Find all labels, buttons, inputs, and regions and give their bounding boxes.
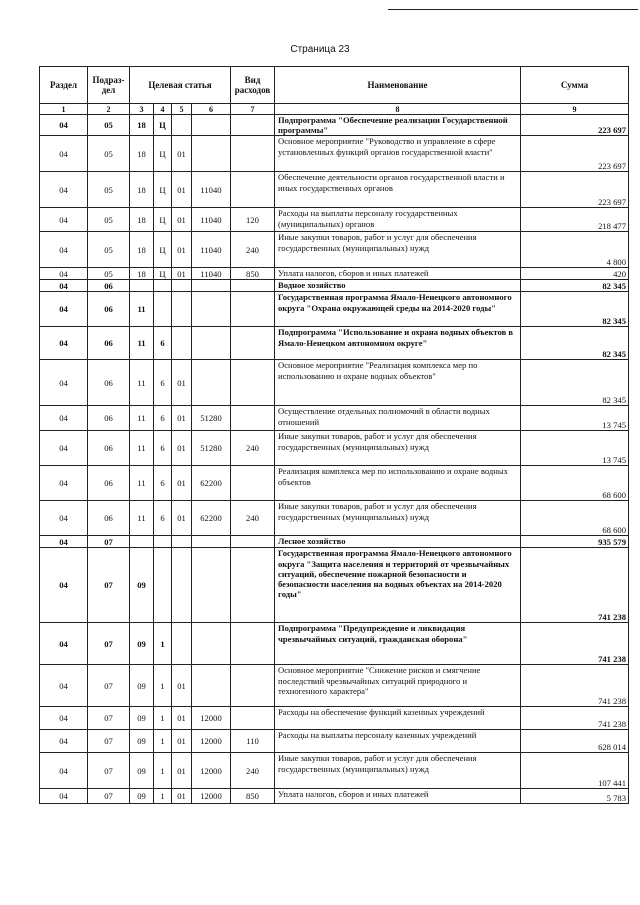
subprogram-code-cell bbox=[154, 280, 172, 292]
subprogram-code-cell: Ц bbox=[154, 136, 172, 172]
table-row bbox=[40, 548, 629, 623]
sum-cell: 420 bbox=[521, 268, 629, 280]
podrazdel-cell: 07 bbox=[88, 707, 130, 730]
razdel-cell: 04 bbox=[40, 136, 88, 172]
direction-code-cell: 12000 bbox=[192, 707, 231, 730]
podrazdel-cell: 07 bbox=[88, 730, 130, 753]
event-code-cell bbox=[172, 548, 192, 623]
program-code-cell: 11 bbox=[130, 431, 154, 466]
direction-code-cell: 12000 bbox=[192, 789, 231, 804]
expense-type-cell: 240 bbox=[231, 753, 275, 789]
sum-cell: 82 345 bbox=[521, 280, 629, 292]
podrazdel-cell: 05 bbox=[88, 232, 130, 268]
header-name: Наименование bbox=[275, 67, 521, 104]
name-cell: Осуществление отдельных полномочий в области водных отношений bbox=[275, 406, 521, 431]
razdel-cell: 04 bbox=[40, 431, 88, 466]
page-header: Страница 23 bbox=[290, 44, 350, 55]
table-row bbox=[40, 730, 629, 753]
podrazdel-cell: 07 bbox=[88, 789, 130, 804]
podrazdel-cell: 07 bbox=[88, 548, 130, 623]
sum-cell: 741 238 bbox=[521, 707, 629, 730]
sum-cell: 82 345 bbox=[521, 292, 629, 327]
subprogram-code-cell: 1 bbox=[154, 623, 172, 665]
header-expense-type: Вид расходов bbox=[231, 67, 275, 104]
expense-type-cell: 240 bbox=[231, 501, 275, 536]
razdel-cell: 04 bbox=[40, 292, 88, 327]
table-row bbox=[40, 208, 629, 232]
table-row bbox=[40, 466, 629, 501]
direction-code-cell: 12000 bbox=[192, 753, 231, 789]
event-code-cell: 01 bbox=[172, 406, 192, 431]
name-cell: Реализация комплекса мер по использованию и охране водных объектов bbox=[275, 466, 521, 501]
expense-type-cell: 240 bbox=[231, 232, 275, 268]
sum-cell: 13 745 bbox=[521, 406, 629, 431]
expense-type-cell bbox=[231, 548, 275, 623]
direction-code-cell bbox=[192, 360, 231, 406]
razdel-cell: 04 bbox=[40, 548, 88, 623]
razdel-cell: 04 bbox=[40, 208, 88, 232]
program-code-cell: 09 bbox=[130, 707, 154, 730]
table-row bbox=[40, 431, 629, 466]
event-code-cell bbox=[172, 327, 192, 360]
program-code-cell: 11 bbox=[130, 501, 154, 536]
table-row bbox=[40, 665, 629, 707]
table-row bbox=[40, 501, 629, 536]
direction-code-cell bbox=[192, 623, 231, 665]
table-row bbox=[40, 268, 629, 280]
event-code-cell: 01 bbox=[172, 501, 192, 536]
subprogram-code-cell: 1 bbox=[154, 730, 172, 753]
name-cell: Государственная программа Ямало-Ненецкого автономного округа "Защита населения и территорий от чрезвычайных ситуаций, обеспечение пожарной безопасности и безопасности населения на водных объектах на 2014-2020 годы" bbox=[275, 548, 521, 623]
expense-type-cell bbox=[231, 292, 275, 327]
razdel-cell: 04 bbox=[40, 536, 88, 548]
column-number: 6 bbox=[192, 104, 231, 115]
podrazdel-cell: 06 bbox=[88, 406, 130, 431]
expense-type-cell: 240 bbox=[231, 431, 275, 466]
table-row bbox=[40, 707, 629, 730]
razdel-cell: 04 bbox=[40, 753, 88, 789]
program-code-cell: 11 bbox=[130, 292, 154, 327]
program-code-cell: 18 bbox=[130, 172, 154, 208]
podrazdel-cell: 07 bbox=[88, 665, 130, 707]
direction-code-cell bbox=[192, 292, 231, 327]
sum-cell: 741 238 bbox=[521, 665, 629, 707]
podrazdel-cell: 06 bbox=[88, 280, 130, 292]
name-cell: Иные закупки товаров, работ и услуг для обеспечения государственных (муниципальных) нужд bbox=[275, 753, 521, 789]
expense-type-cell: 110 bbox=[231, 730, 275, 753]
razdel-cell: 04 bbox=[40, 280, 88, 292]
table-row bbox=[40, 406, 629, 431]
event-code-cell: 01 bbox=[172, 268, 192, 280]
razdel-cell: 04 bbox=[40, 406, 88, 431]
direction-code-cell: 11040 bbox=[192, 208, 231, 232]
podrazdel-cell: 06 bbox=[88, 360, 130, 406]
event-code-cell: 01 bbox=[172, 707, 192, 730]
razdel-cell: 04 bbox=[40, 172, 88, 208]
scan-top-line bbox=[388, 9, 638, 10]
sum-cell: 741 238 bbox=[521, 623, 629, 665]
name-cell: Основное мероприятие "Снижение рисков и смягчение последствий чрезвычайных ситуаций природного и техногенного характера" bbox=[275, 665, 521, 707]
subprogram-code-cell: Ц bbox=[154, 268, 172, 280]
table-row bbox=[40, 327, 629, 360]
name-cell: Иные закупки товаров, работ и услуг для обеспечения государственных (муниципальных) нужд bbox=[275, 232, 521, 268]
event-code-cell: 01 bbox=[172, 431, 192, 466]
column-number-row bbox=[40, 104, 629, 115]
direction-code-cell bbox=[192, 548, 231, 623]
expense-type-cell bbox=[231, 360, 275, 406]
sum-cell: 4 800 bbox=[521, 232, 629, 268]
name-cell: Расходы на обеспечение функций казенных учреждений bbox=[275, 707, 521, 730]
sum-cell: 223 697 bbox=[521, 136, 629, 172]
program-code-cell: 11 bbox=[130, 406, 154, 431]
name-cell: Подпрограмма "Обеспечение реализации Государственной программы" bbox=[275, 115, 521, 136]
event-code-cell: 01 bbox=[172, 172, 192, 208]
subprogram-code-cell: 6 bbox=[154, 466, 172, 501]
podrazdel-cell: 05 bbox=[88, 172, 130, 208]
program-code-cell: 11 bbox=[130, 327, 154, 360]
sum-cell: 68 600 bbox=[521, 501, 629, 536]
razdel-cell: 04 bbox=[40, 232, 88, 268]
razdel-cell: 04 bbox=[40, 466, 88, 501]
subprogram-code-cell: 6 bbox=[154, 501, 172, 536]
name-cell: Уплата налогов, сборов и иных платежей bbox=[275, 268, 521, 280]
direction-code-cell: 51280 bbox=[192, 406, 231, 431]
podrazdel-cell: 06 bbox=[88, 466, 130, 501]
event-code-cell: 01 bbox=[172, 466, 192, 501]
razdel-cell: 04 bbox=[40, 623, 88, 665]
expense-type-cell: 850 bbox=[231, 268, 275, 280]
table-row bbox=[40, 280, 629, 292]
program-code-cell: 18 bbox=[130, 115, 154, 136]
subprogram-code-cell bbox=[154, 536, 172, 548]
program-code-cell: 11 bbox=[130, 360, 154, 406]
expense-type-cell bbox=[231, 665, 275, 707]
program-code-cell: 09 bbox=[130, 548, 154, 623]
name-cell: Подпрограмма "Предупреждение и ликвидация чрезвычайных ситуаций, гражданская оборона" bbox=[275, 623, 521, 665]
sum-cell: 741 238 bbox=[521, 548, 629, 623]
expense-type-cell: 850 bbox=[231, 789, 275, 804]
expense-type-cell bbox=[231, 115, 275, 136]
name-cell: Государственная программа Ямало-Ненецкого автономного округа "Охрана окружающей среды на 2014-2020 годы" bbox=[275, 292, 521, 327]
event-code-cell bbox=[172, 292, 192, 327]
sum-cell: 68 600 bbox=[521, 466, 629, 501]
podrazdel-cell: 06 bbox=[88, 327, 130, 360]
name-cell: Иные закупки товаров, работ и услуг для обеспечения государственных (муниципальных) нужд bbox=[275, 501, 521, 536]
program-code-cell: 09 bbox=[130, 730, 154, 753]
table-row bbox=[40, 115, 629, 136]
name-cell: Обеспечение деятельности органов государственной власти и иных государственных органов bbox=[275, 172, 521, 208]
podrazdel-cell: 05 bbox=[88, 136, 130, 172]
expense-type-cell bbox=[231, 280, 275, 292]
program-code-cell: 18 bbox=[130, 136, 154, 172]
table-row bbox=[40, 789, 629, 804]
name-cell: Водное хозяйство bbox=[275, 280, 521, 292]
name-cell: Основное мероприятие "Реализация комплекса мер по использованию и охране водных объектов" bbox=[275, 360, 521, 406]
subprogram-code-cell: Ц bbox=[154, 232, 172, 268]
column-number: 3 bbox=[130, 104, 154, 115]
budget-table bbox=[39, 66, 629, 804]
name-cell: Лесное хозяйство bbox=[275, 536, 521, 548]
razdel-cell: 04 bbox=[40, 665, 88, 707]
table-row bbox=[40, 623, 629, 665]
direction-code-cell: 11040 bbox=[192, 172, 231, 208]
event-code-cell: 01 bbox=[172, 232, 192, 268]
subprogram-code-cell bbox=[154, 292, 172, 327]
sum-cell: 218 477 bbox=[521, 208, 629, 232]
event-code-cell: 01 bbox=[172, 789, 192, 804]
podrazdel-cell: 05 bbox=[88, 115, 130, 136]
direction-code-cell bbox=[192, 327, 231, 360]
name-cell: Иные закупки товаров, работ и услуг для обеспечения государственных (муниципальных) нужд bbox=[275, 431, 521, 466]
expense-type-cell: 120 bbox=[231, 208, 275, 232]
expense-type-cell bbox=[231, 707, 275, 730]
table-row bbox=[40, 292, 629, 327]
header-sum: Сумма bbox=[521, 67, 629, 104]
podrazdel-cell: 06 bbox=[88, 431, 130, 466]
expense-type-cell bbox=[231, 406, 275, 431]
podrazdel-cell: 07 bbox=[88, 753, 130, 789]
subprogram-code-cell: 1 bbox=[154, 789, 172, 804]
direction-code-cell: 11040 bbox=[192, 268, 231, 280]
table-row bbox=[40, 232, 629, 268]
program-code-cell: 18 bbox=[130, 232, 154, 268]
subprogram-code-cell: 1 bbox=[154, 665, 172, 707]
expense-type-cell bbox=[231, 136, 275, 172]
razdel-cell: 04 bbox=[40, 360, 88, 406]
direction-code-cell: 62200 bbox=[192, 466, 231, 501]
direction-code-cell: 51280 bbox=[192, 431, 231, 466]
event-code-cell bbox=[172, 280, 192, 292]
column-number: 2 bbox=[88, 104, 130, 115]
table-body bbox=[40, 115, 629, 804]
event-code-cell bbox=[172, 115, 192, 136]
event-code-cell: 01 bbox=[172, 753, 192, 789]
program-code-cell bbox=[130, 536, 154, 548]
sum-cell: 935 579 bbox=[521, 536, 629, 548]
sum-cell: 628 014 bbox=[521, 730, 629, 753]
podrazdel-cell: 06 bbox=[88, 501, 130, 536]
column-number: 4 bbox=[154, 104, 172, 115]
direction-code-cell: 12000 bbox=[192, 730, 231, 753]
subprogram-code-cell: 6 bbox=[154, 431, 172, 466]
subprogram-code-cell: 6 bbox=[154, 360, 172, 406]
razdel-cell: 04 bbox=[40, 707, 88, 730]
subprogram-code-cell: 6 bbox=[154, 327, 172, 360]
direction-code-cell bbox=[192, 536, 231, 548]
direction-code-cell bbox=[192, 280, 231, 292]
table-row bbox=[40, 536, 629, 548]
razdel-cell: 04 bbox=[40, 501, 88, 536]
table-row bbox=[40, 753, 629, 789]
subprogram-code-cell: 1 bbox=[154, 753, 172, 789]
expense-type-cell bbox=[231, 172, 275, 208]
column-number: 5 bbox=[172, 104, 192, 115]
event-code-cell: 01 bbox=[172, 360, 192, 406]
program-code-cell: 09 bbox=[130, 789, 154, 804]
podrazdel-cell: 07 bbox=[88, 536, 130, 548]
name-cell: Расходы на выплаты персоналу государственных (муниципальных) органов bbox=[275, 208, 521, 232]
razdel-cell: 04 bbox=[40, 268, 88, 280]
sum-cell: 82 345 bbox=[521, 360, 629, 406]
column-number: 7 bbox=[231, 104, 275, 115]
column-number: 1 bbox=[40, 104, 88, 115]
expense-type-cell bbox=[231, 466, 275, 501]
subprogram-code-cell: 1 bbox=[154, 707, 172, 730]
direction-code-cell bbox=[192, 136, 231, 172]
razdel-cell: 04 bbox=[40, 327, 88, 360]
sum-cell: 107 441 bbox=[521, 753, 629, 789]
column-number: 9 bbox=[521, 104, 629, 115]
subprogram-code-cell: Ц bbox=[154, 115, 172, 136]
sum-cell: 5 783 bbox=[521, 789, 629, 804]
subprogram-code-cell: Ц bbox=[154, 172, 172, 208]
column-number: 8 bbox=[275, 104, 521, 115]
event-code-cell: 01 bbox=[172, 136, 192, 172]
podrazdel-cell: 07 bbox=[88, 623, 130, 665]
direction-code-cell: 11040 bbox=[192, 232, 231, 268]
subprogram-code-cell: 6 bbox=[154, 406, 172, 431]
direction-code-cell bbox=[192, 665, 231, 707]
name-cell: Подпрограмма "Использование и охрана водных объектов в Ямало-Ненецком автономном округе" bbox=[275, 327, 521, 360]
razdel-cell: 04 bbox=[40, 730, 88, 753]
header-podrazdel: Подраз-дел bbox=[88, 67, 130, 104]
table-row bbox=[40, 360, 629, 406]
table-row bbox=[40, 172, 629, 208]
direction-code-cell bbox=[192, 115, 231, 136]
event-code-cell: 01 bbox=[172, 730, 192, 753]
razdel-cell: 04 bbox=[40, 789, 88, 804]
podrazdel-cell: 06 bbox=[88, 292, 130, 327]
sum-cell: 13 745 bbox=[521, 431, 629, 466]
expense-type-cell bbox=[231, 327, 275, 360]
razdel-cell: 04 bbox=[40, 115, 88, 136]
program-code-cell: 09 bbox=[130, 753, 154, 789]
header-target-article: Целевая статья bbox=[130, 67, 231, 104]
program-code-cell: 09 bbox=[130, 665, 154, 707]
program-code-cell: 18 bbox=[130, 268, 154, 280]
direction-code-cell: 62200 bbox=[192, 501, 231, 536]
sum-cell: 223 697 bbox=[521, 115, 629, 136]
name-cell: Расходы на выплаты персоналу казенных учреждений bbox=[275, 730, 521, 753]
program-code-cell: 09 bbox=[130, 623, 154, 665]
event-code-cell bbox=[172, 623, 192, 665]
header-razdel: Раздел bbox=[40, 67, 88, 104]
sum-cell: 223 697 bbox=[521, 172, 629, 208]
program-code-cell bbox=[130, 280, 154, 292]
program-code-cell: 18 bbox=[130, 208, 154, 232]
subprogram-code-cell: Ц bbox=[154, 208, 172, 232]
sum-cell: 82 345 bbox=[521, 327, 629, 360]
program-code-cell: 11 bbox=[130, 466, 154, 501]
name-cell: Основное мероприятие "Руководство и управление в сфере установленных функций органов государственной власти" bbox=[275, 136, 521, 172]
event-code-cell: 01 bbox=[172, 665, 192, 707]
table-row bbox=[40, 136, 629, 172]
expense-type-cell bbox=[231, 536, 275, 548]
name-cell: Уплата налогов, сборов и иных платежей bbox=[275, 789, 521, 804]
podrazdel-cell: 05 bbox=[88, 208, 130, 232]
podrazdel-cell: 05 bbox=[88, 268, 130, 280]
event-code-cell bbox=[172, 536, 192, 548]
event-code-cell: 01 bbox=[172, 208, 192, 232]
subprogram-code-cell bbox=[154, 548, 172, 623]
expense-type-cell bbox=[231, 623, 275, 665]
